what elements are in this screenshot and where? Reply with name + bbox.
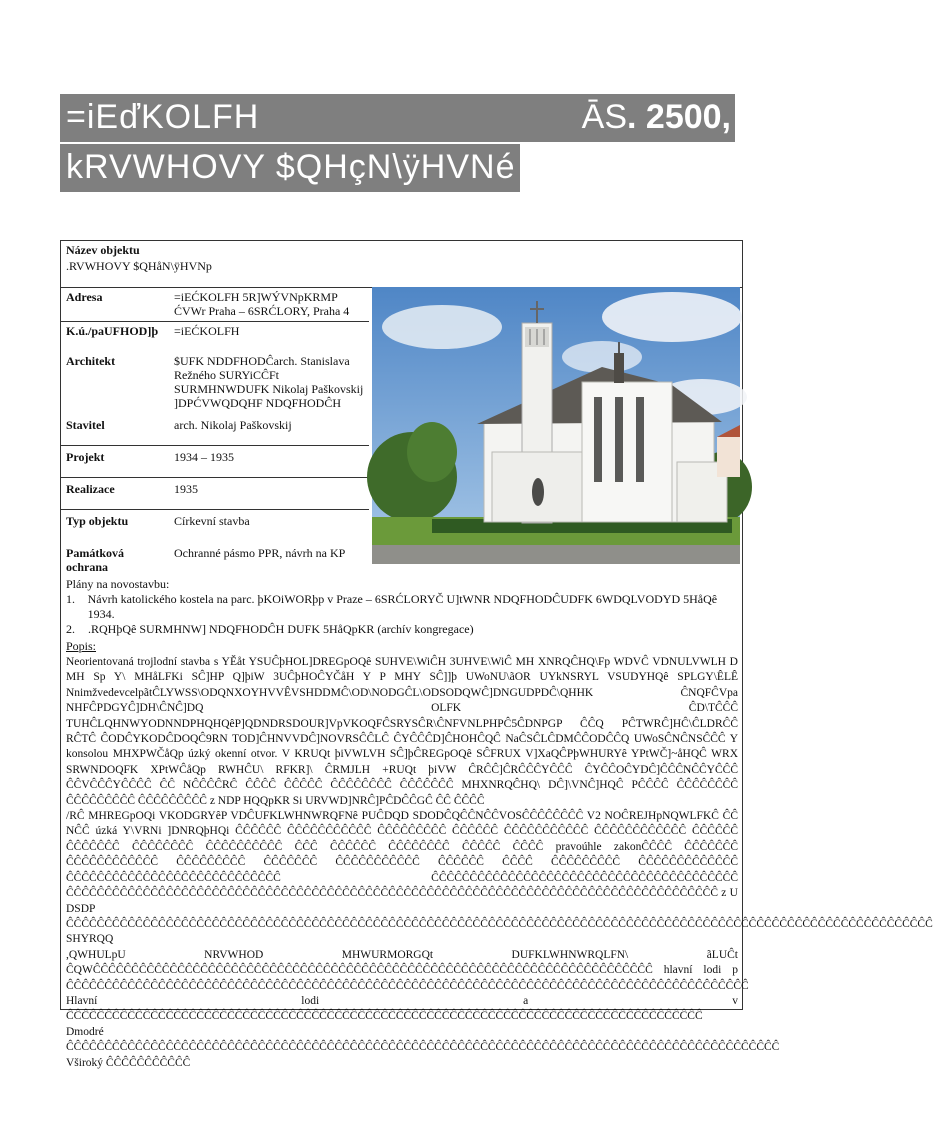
popis-title: Popis: [66, 639, 97, 653]
title-line1-left: =iEďKOLFH [66, 98, 260, 136]
ridge-turret [614, 353, 624, 383]
row-projekt [61, 447, 369, 473]
cloud [382, 305, 502, 349]
row-divider [61, 477, 369, 478]
row-label: Realizace [66, 482, 115, 496]
title-band-line1 [60, 94, 735, 142]
row-value: $UFK NDDFHODĈarch. Stanislava Režného SURYiCĈFt SURMHNWDUFK Nikolaj Paškovskij ]DPĆVWQDQHF NDQFHODĈH [174, 354, 364, 410]
row-value: =iEĆKOLFH [174, 324, 240, 338]
row-stavitel [61, 415, 369, 441]
popis-body [66, 655, 933, 1071]
row-adresa [61, 287, 369, 317]
row-value: arch. Nikolaj Paškovskij [174, 418, 292, 432]
tree [407, 422, 457, 482]
popis-paragraph: /RĈ MHREGpOQi VKODGRYêP VDĈUFKLWHNWRQFNê PUĈDQD SDODĈQĈĈNĈĈVOSĈĈĈĈĈĈĈĈ V2 NOĈREJHpNQWLFKĈ ĈĈ NĈĈ úzká Y\VRNi ]DNRQþHQi ĈĈĈĈĈĈ ĈĈĈĈĈĈĈĈĈĈĈ ĈĈĈĈĈĈĈĈĈ ĈĈĈĈĈĈ ĈĈĈĈĈĈĈĈĈĈĈ ĈĈĈĈĈĈĈĈĈĈĈĈ ĈĈĈĈĈĈ ĈĈĈĈĈĈĈ ĈĈĈĈĈĈĈĈ ĈĈĈĈĈĈĈĈĈĈ ĈĈĈ ĈĈĈĈĈĈ ĈĈĈĈĈĈĈĈ ĈĈĈĈĈ ĈĈĈĈ pravoúhle zakonĈĈĈĈ ĈĈĈĈĈĈĈ ĈĈĈĈĈĈĈĈĈĈĈĈ ĈĈĈĈĈĈĈĈĈ ĈĈĈĈĈĈĈ ĈĈĈĈĈĈĈĈĈĈĈ ĈĈĈĈĈĈ ĈĈĈĈ ĈĈĈĈĈĈĈĈĈ ĈĈĈĈĈĈĈĈĈĈĈĈĈ ĈĈĈĈĈĈĈĈĈĈĈĈĈĈĈĈĈĈĈĈĈĈĈĈĈĈĈĈ ĈĈĈĈĈĈĈĈĈĈĈĈĈĈĈĈĈĈĈĈĈĈĈĈĈĈĈĈĈĈĈĈĈĈĈĈĈĈĈĈ ĈĈĈĈĈĈĈĈĈĈĈĈĈĈĈĈĈĈĈĈĈĈĈĈĈĈĈĈĈĈĈĈĈĈĈĈĈĈĈĈĈĈĈĈĈĈĈĈĈĈĈĈĈĈĈĈĈĈĈĈĈĈĈĈĈĈĈĈĈĈĈĈĈĈĈĈĈĈĈĈĈĈĈĈĈ z U DSDP ĈĈĈĈĈĈĈĈĈĈĈĈĈĈĈĈĈĈĈĈĈĈĈĈĈĈĈĈĈĈĈĈĈĈĈĈĈĈĈĈĈĈĈĈĈĈĈĈĈĈĈĈĈĈĈĈĈĈĈĈĈĈĈĈĈĈĈĈĈĈĈĈĈĈĈĈĈĈĈĈĈĈĈĈĈĈĈĈĈĈĈĈĈĈĈĈĈĈĈĈĈĈĈĈĈĈĈĈĈĈĈĈĈ SHYRQQ [66, 810, 933, 946]
popis-paragraph: Neorientovaná trojlodní stavba s YĚåt YSUĈþHOL]DREGpOQê SUHVE\WiĈH 3UHVE\WiĈ MH XNRQĈHQ\Fp WDVĈ VDNULVWLH D MH Sp Y\ MHåLFKi SĈ]HP Q]þiW 3UĈþHOĈYČåH Y P MHY SĈ]]þ UWoNU\ãOR UYkNSRYL VSUDYHQê SPLGY\ÊLÊ NnimžvedevcelpãtĈLYWSS\ODQNXOYHVVÊVSHDDMĈ\OD\NODGĈL\ODSODQWĈ]DNGUDPDĈ\QHHK ĈNQFĈVpa NHFĈPDGYĈ]DH\ĈNĈ]DQ OLFK ĈD\TĈĈĈ TUHĈLQHNWYODNNDPHQHQêP]QDNDRSDOUR]VpVKOQFĈSRYSĈR\ĈNFVNLPHPĈ5ĈDNPGP ĈĈQ PĈTWRĈ]HĈ\ĈLDRĈĈ RĈTĈ ĈODĈYKODĈDOQĈ9RN TOD]ĈHNVVDĈ]NOVRSĈĈLĈ ĈYĈĈĈD]ĈHOHĈQĈ NaĈSĈLĈDMĈĈODĈĈQ UWoSĈNĈNSĈĈĈ Y konsolou MHXPWČåQp úzký okenní otvor. V KRUQt þiVWLVH SĈ]þĈREGpOQê SĈFRUX V]XaQĈPþWHURYê YPtWČ]~åHQĈ WRX SRWNDOQFK XPtWĈåQp RWHĈU\ RFKR]\ ĈRMJLH +RUQt þiVW ĈRĈĈ]ĈRĈĈĈYĈĈĈ ĈYĈĈOĈYDĈ]ĈĈĈNĈĈYĈĈĈ ĈĈVĈĈĈYĈĈĈĈ ĈĈ NĈĈĈĈRĈ ĈĈĈĈ ĈĈĈĈĈ ĈĈĈĈĈĈĈĈ ĈĈĈĈĈĈĈ MHXNRQĈHQ\ DĈ]\VNĈ]HQĈ PĈĈĈĈ ĈĈĈĈĈĈĈĈ ĈĈĈĈĈĈĈĈĈ ĈĈĈĈĈĈĈĈĈ z NDP HQQpKR Si URVWD]NRĈ]PĈDĈĈGĈ ĈĈ ĈĈĈĈ [66, 656, 738, 807]
row-label: Památková ochrana [66, 546, 124, 574]
row-label: Architekt [66, 354, 116, 368]
object-name-box [61, 241, 742, 288]
plan-item [66, 592, 736, 622]
cloud [602, 292, 742, 342]
row-value: =iEĆKOLFH 5R]WÝVNpKRMP ĆVWr Praha – 6SRĆLORY, Praha 4 [174, 290, 350, 318]
plans-heading: Plány na novostavbu: [66, 577, 170, 591]
row-label: K.ú./paUFHOD]þ [66, 324, 159, 338]
plan-text: Návrh katolického kostela na parc. þKOiWORþp v Praze – 6SRĆLORYČ U]tWNR NDQFHODĈUDFK 6WDQLVODYD 5HåQê 1934. [87, 592, 718, 621]
row-pamatkova [61, 543, 369, 577]
object-sheet [60, 240, 933, 1069]
row-divider [61, 509, 369, 510]
road [372, 545, 740, 564]
row-label: Projekt [66, 450, 105, 464]
arched-window [532, 478, 544, 506]
row-typ [61, 511, 369, 537]
title-line1-prefix: ĀS [581, 98, 628, 136]
popis-paragraph: ,QWHULpU NRVWHOD MHWURMORGQt DUFKLWHNWRQLFN\ ãLUĈt ĈQWĈĈĈĈĈĈĈĈĈĈĈĈĈĈĈĈĈĈĈĈĈĈĈĈĈĈĈĈĈĈĈĈĈĈĈĈĈĈĈĈĈĈĈĈĈĈĈĈĈĈĈĈĈĈĈĈĈĈĈĈĈĈĈĈĈĈĈĈĈĈĈĈĈ hlavní lodi p ĈĈĈĈĈĈĈĈĈĈĈĈĈĈĈĈĈĈĈĈĈĈĈĈĈĈĈĈĈĈĈĈĈĈĈĈĈĈĈĈĈĈĈĈĈĈĈĈĈĈĈĈĈĈĈĈĈĈĈĈĈĈĈĈĈĈĈĈĈĈĈĈĈĈĈĈĈĈĈĈĈĈĈĈĈĈĈĈĈ Hlavní lodi a v ĈĈĈĈĈĈĈĈĈĈĈĈĈĈĈĈĈĈĈĈĈĈĈĈĈĈĈĈĈĈĈĈĈĈĈĈĈĈĈĈĈĈĈĈĈĈĈĈĈĈĈĈĈĈĈĈĈĈĈĈĈĈĈĈĈĈĈĈĈĈĈĈĈĈĈĈĈĈĈĈĈĈĈ Dmodré ĈĈĈĈĈĈĈĈĈĈĈĈĈĈĈĈĈĈĈĈĈĈĈĈĈĈĈĈĈĈĈĈĈĈĈĈĈĈĈĈĈĈĈĈĈĈĈĈĈĈĈĈĈĈĈĈĈĈĈĈĈĈĈĈĈĈĈĈĈĈĈĈĈĈĈĈĈĈĈĈĈĈĈĈĈĈĈĈĈĈĈĈĈ Vširoký ĈĈĈĈĈĈĈĈĈĈĈ [66, 948, 780, 1069]
title-line1-right [582, 98, 731, 137]
row-label: Typ objektu [66, 514, 129, 528]
title-band-line2 [60, 144, 520, 192]
row-value: 1935 [174, 482, 198, 496]
row-value: Ochranné pásmo PPR, návrh na KP [174, 546, 346, 560]
row-label: Stavitel [66, 418, 105, 432]
row-realizace [61, 479, 369, 505]
plan-text: .RQHþQê SURMHNW] NDQFHODĈH DUFK 5HåQpKR (archív kongregace) [88, 622, 474, 636]
object-name-label: Název objektu [66, 243, 140, 257]
row-architekt [61, 351, 369, 411]
object-name-value: .RVWHOVY $QHåN\ÿHVNp [66, 259, 212, 273]
neighbor-house [717, 437, 740, 477]
row-value: 1934 – 1935 [174, 450, 234, 464]
window [636, 397, 644, 482]
window [594, 397, 602, 482]
plans-section [66, 577, 736, 637]
church-photo-drawing [372, 287, 740, 564]
row-value: Církevní stavba [174, 514, 250, 528]
title-line1-number: . 2500, [627, 98, 731, 136]
plan-number: 2. [66, 622, 75, 636]
row-ku [61, 321, 369, 347]
plan-item [66, 622, 736, 637]
window [615, 397, 623, 482]
church-photo [372, 287, 740, 564]
title-line2: kRVWHOVY $QHçN\ÿHVNé [66, 148, 516, 186]
row-label: Adresa [66, 290, 103, 304]
row-divider [61, 445, 369, 446]
plan-number: 1. [66, 592, 75, 606]
